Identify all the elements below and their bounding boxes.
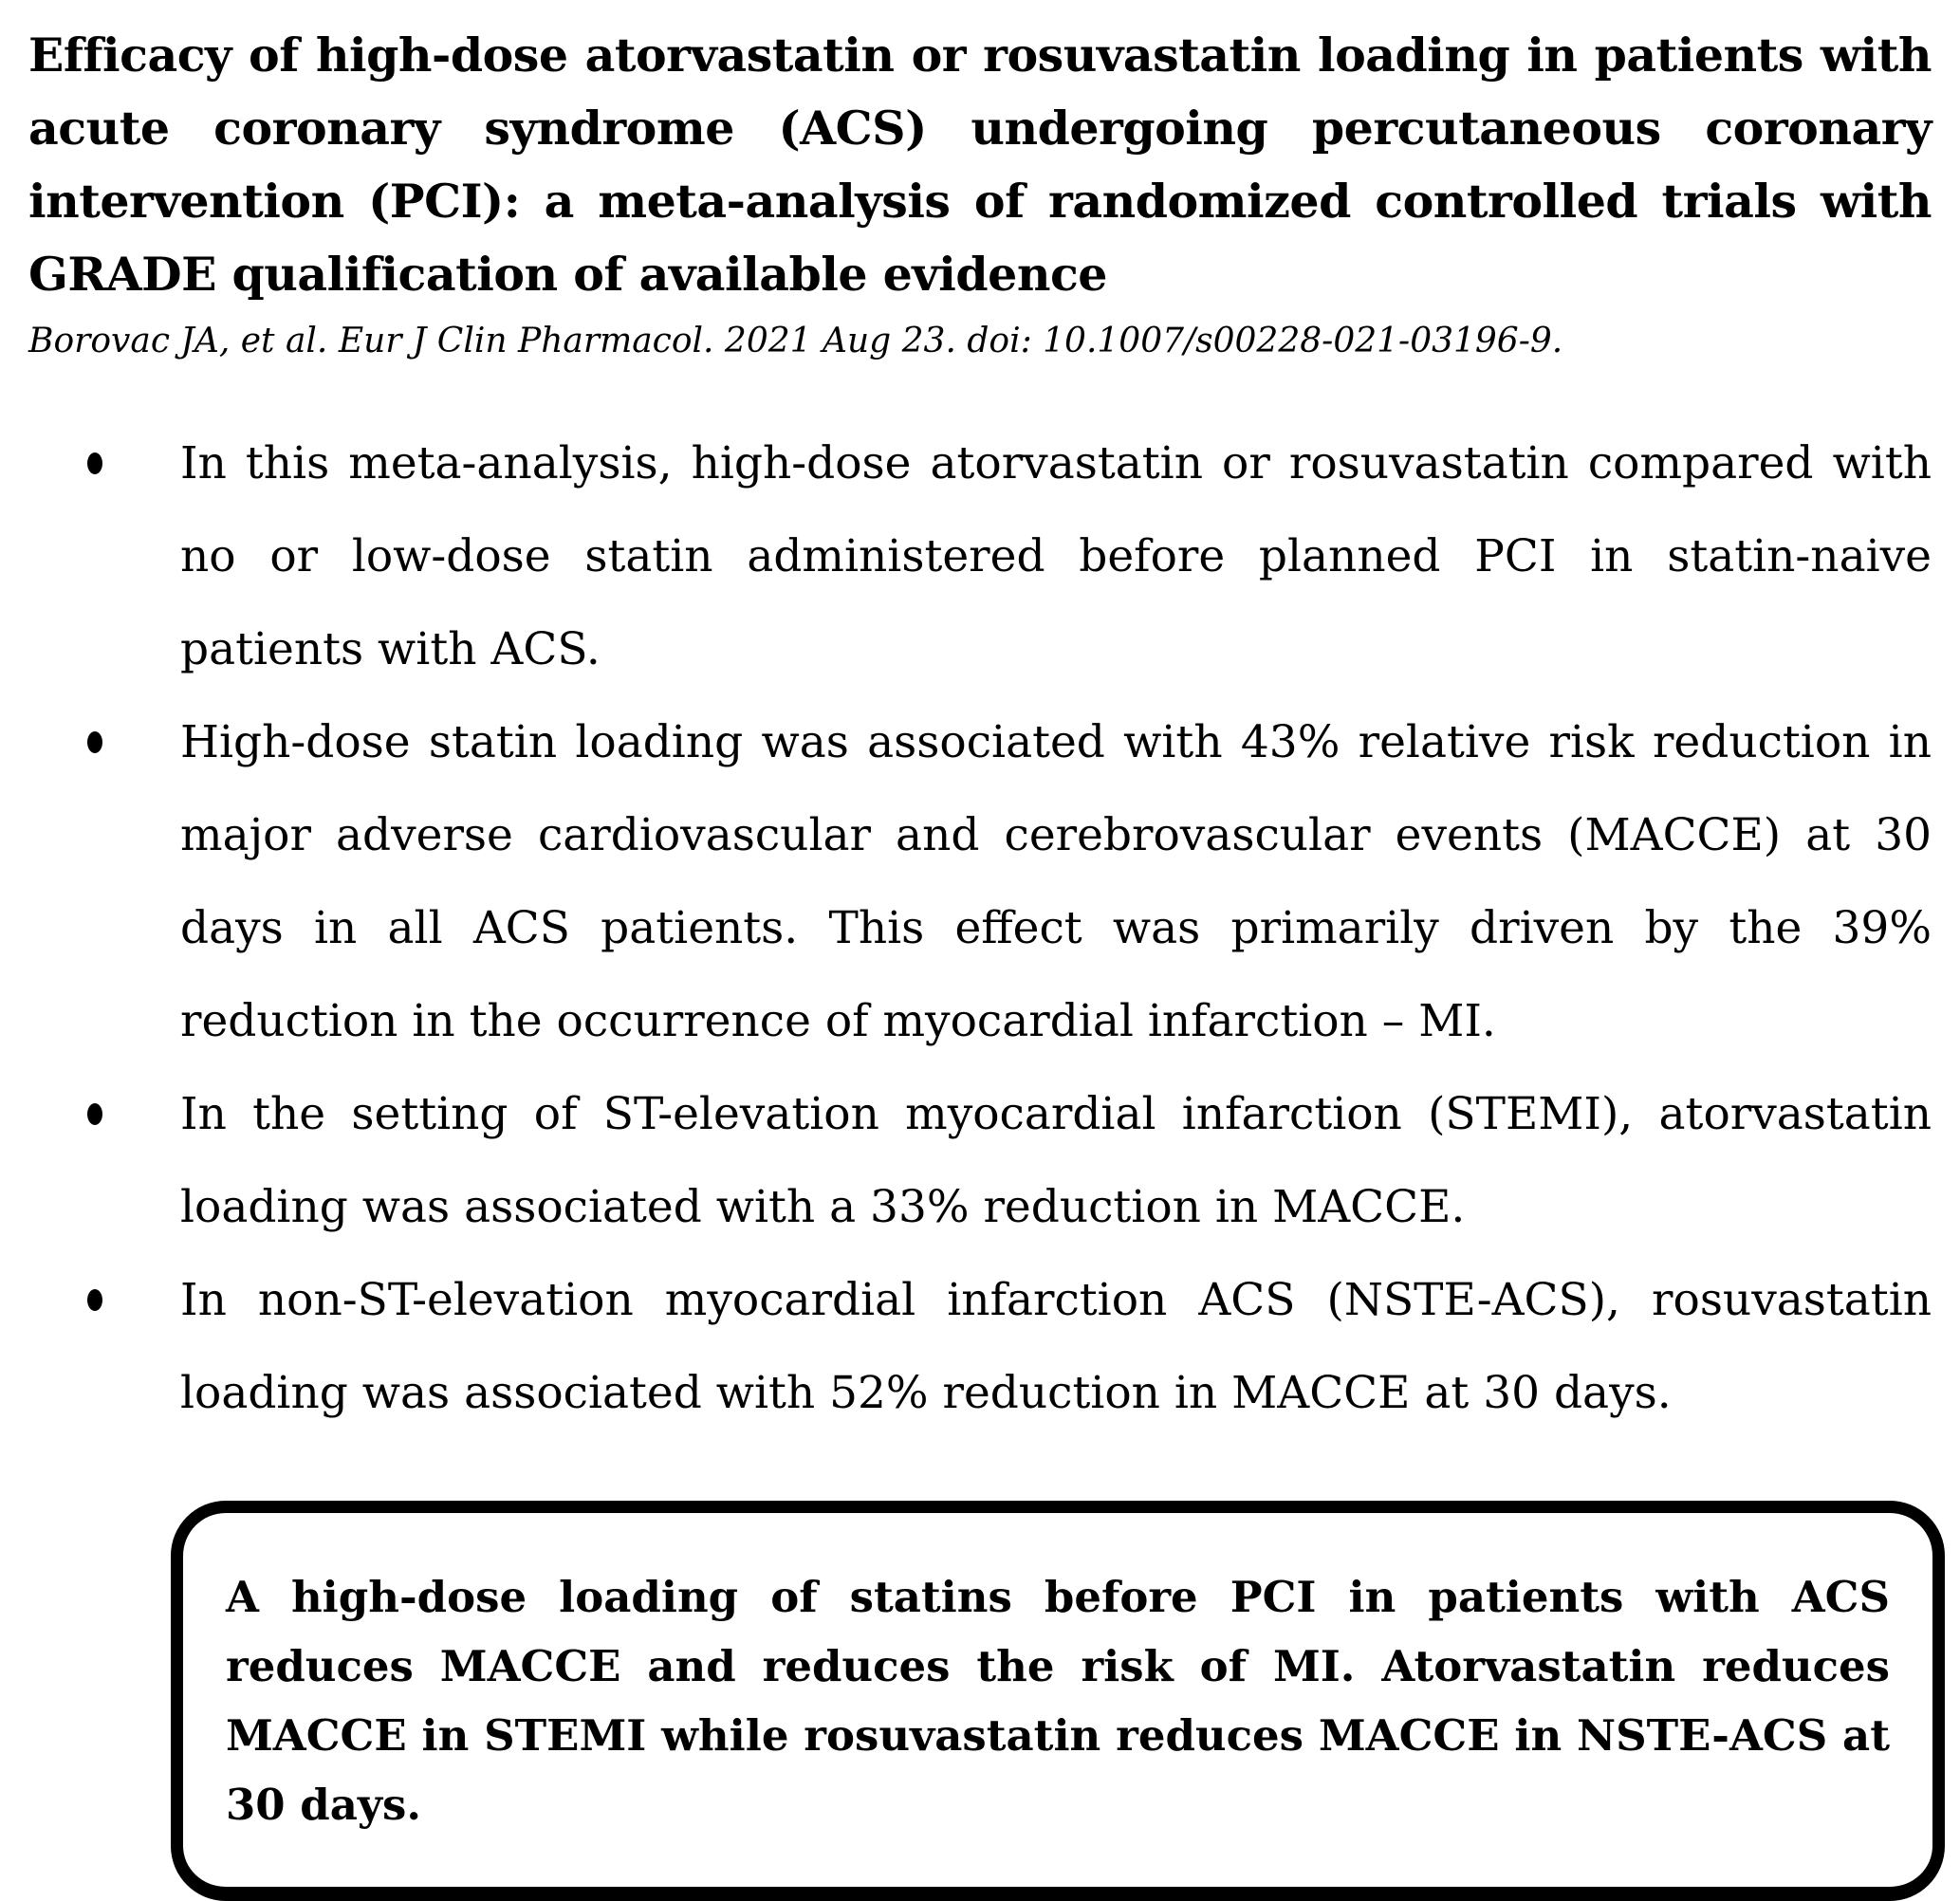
summary-box bbox=[171, 1501, 1945, 1901]
bullet-list bbox=[28, 417, 1932, 1440]
bullet-icon bbox=[87, 731, 102, 753]
bullet-item bbox=[28, 1068, 1932, 1254]
bullet-text: High-dose statin loading was associated with 43% relative risk reduction in major adverse cardiovascular and cerebrovascular events (MACCE) at 30 days in all ACS patients. This effect was primarily driven by the 39% reduction in the occurrence of myocardial infarction – MI. bbox=[180, 716, 1932, 1047]
bullet-text: In non-ST-elevation myocardial infarction ACS (NSTE-ACS), rosuvastatin loading was associated with 52% reduction in MACCE at 30 days. bbox=[180, 1274, 1932, 1419]
bullet-item bbox=[28, 1254, 1932, 1440]
citation: Borovac JA, et al. Eur J Clin Pharmacol. 2021 Aug 23. doi: 10.1007/s00228-021-03196-9. bbox=[28, 322, 1563, 360]
bullet-item bbox=[28, 417, 1932, 696]
bullet-icon bbox=[87, 452, 102, 474]
bullet-text: In the setting of ST-elevation myocardial infarction (STEMI), atorvastatin loading was associated with a 33% reduction in MACCE. bbox=[180, 1088, 1932, 1233]
page-title: Efficacy of high-dose atorvastatin or rosuvastatin loading in patients with acute coronary syndrome (ACS) undergoing percutaneous coronary intervention (PCI): a meta-analysis of randomized controlled trials with GRADE qualification of available evidence bbox=[28, 28, 1932, 302]
bullet-item bbox=[28, 696, 1932, 1068]
bullet-icon bbox=[87, 1103, 102, 1125]
bullet-text: In this meta-analysis, high-dose atorvastatin or rosuvastatin compared with no or low-dose statin administered before planned PCI in statin-naive patients with ACS. bbox=[180, 437, 1932, 675]
summary-text: A high-dose loading of statins before PCI in patients with ACS reduces MACCE and reduces the risk of MI. Atorvastatin reduces MACCE in STEMI while rosuvastatin reduces MACCE in NSTE-ACS at 30 days. bbox=[226, 1572, 1890, 1830]
bullet-icon bbox=[87, 1289, 102, 1311]
